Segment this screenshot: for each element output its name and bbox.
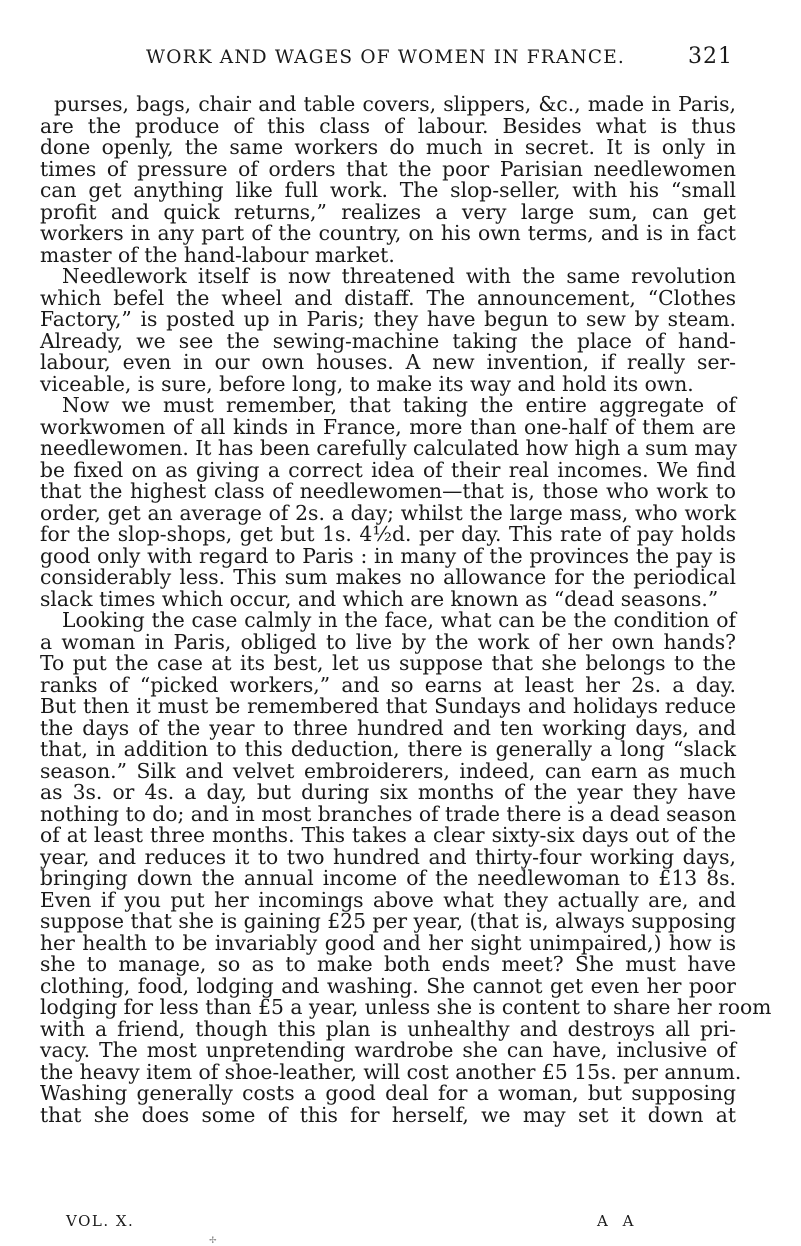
text-line: considerably less. This sum makes no allowance for the periodical bbox=[40, 565, 736, 589]
text-line: suppose that she is gaining £25 per year, (that is, always supposing bbox=[40, 909, 736, 933]
text-line: are the produce of this class of labour. Besides what is thus bbox=[40, 113, 736, 138]
text-line: vacy. The most unpretending wardrobe she can have, inclusive of bbox=[40, 1038, 736, 1062]
text-line: the days of the year to three hundred and ten working days, and bbox=[40, 715, 736, 740]
text-line: Needlework itself is now threatened with the same revolution bbox=[62, 264, 736, 288]
text-line: But then it must be remembered that Sundays and holidays reduce bbox=[40, 694, 736, 718]
text-line: that, in addition to this deduction, there is generally a long “slack bbox=[40, 737, 736, 761]
text-line: Factory,” is posted up in Paris; they have begun to sew by steam. bbox=[40, 307, 736, 331]
text-line: workers in any part of the country, on his own terms, and is in fact bbox=[40, 221, 736, 245]
text-line: that the highest class of needlewomen—that is, those who work to bbox=[40, 479, 736, 503]
text-line: can get anything like full work. The slop-seller, with his “small bbox=[40, 178, 736, 202]
text-line: slack times which occur, and which are known as “dead seasons.” bbox=[40, 586, 719, 611]
signature-mark: A A bbox=[597, 1212, 639, 1230]
text-line: be fixed on as giving a correct idea of their real incomes. We find bbox=[40, 457, 736, 482]
text-line: year, and reduces it to two hundred and thirty-four working days, bbox=[40, 844, 736, 869]
text-line: Already, we see the sewing-machine taking the place of hand- bbox=[40, 328, 736, 353]
text-line: she to manage, so as to make both ends meet? She must have bbox=[40, 952, 736, 976]
text-line: workwomen of all kinds in France, more than one-half of them are bbox=[40, 414, 736, 439]
running-title: WORK AND WAGES OF WOMEN IN FRANCE. bbox=[146, 47, 625, 68]
text-line: her health to be invariably good and her sight unimpaired,) how is bbox=[40, 930, 736, 955]
text-line: bringing down the annual income of the needlewoman to £13 8s. bbox=[40, 866, 736, 890]
text-line: Even if you put her incomings above what they actually are, and bbox=[40, 887, 736, 912]
volume-label: VOL. X. bbox=[66, 1212, 135, 1230]
ink-speck-icon: ✢ bbox=[209, 1236, 217, 1246]
text-line: good only with regard to Paris : in many of the provinces the pay is bbox=[40, 543, 736, 568]
text-line: viceable, is sure, before long, to make its way and hold its own. bbox=[40, 371, 694, 396]
text-line: lodging for less than £5 a year, unless she is content to share her room bbox=[40, 995, 772, 1019]
text-line: Looking the case calmly in the face, what can be the condition of bbox=[62, 608, 736, 632]
text-line: To put the case at its best, let us suppose that she belongs to the bbox=[40, 651, 736, 675]
text-line: master of the hand-labour market. bbox=[40, 242, 395, 267]
text-line: times of pressure of orders that the poor Parisian needlewomen bbox=[40, 156, 736, 181]
text-line: purses, bags, chair and table covers, slippers, &c., made in Paris, bbox=[54, 92, 736, 116]
text-line: ranks of “picked workers,” and so earns at least her 2s. a day. bbox=[40, 672, 736, 697]
text-line: clothing, food, lodging and washing. She cannot get even her poor bbox=[40, 973, 736, 998]
text-line: for the slop-shops, get but 1s. 4½d. per day. This rate of pay holds bbox=[40, 522, 736, 546]
text-line: season.” Silk and velvet embroiderers, indeed, can earn as much bbox=[40, 758, 736, 783]
body-text bbox=[40, 92, 772, 1127]
text-line: which befel the wheel and distaff. The announcement, “Clothes bbox=[40, 285, 736, 310]
text-line: with a friend, though this plan is unhealthy and destroys all pri- bbox=[40, 1016, 736, 1041]
text-line: labour, even in our own houses. A new invention, if really ser- bbox=[40, 350, 736, 374]
text-line: profit and quick returns,” realizes a very large sum, can get bbox=[40, 199, 736, 224]
text-line: as 3s. or 4s. a day, but during six months of the year they have bbox=[40, 780, 736, 804]
text-line: done openly, the same workers do much in secret. It is only in bbox=[40, 135, 736, 159]
text-line: a woman in Paris, obliged to live by the work of her own hands? bbox=[40, 629, 736, 654]
text-line: Now we must remember, that taking the entire aggregate of bbox=[62, 393, 736, 417]
page-number: 321 bbox=[688, 44, 733, 69]
text-line: order, get an average of 2s. a day; whilst the large mass, who work bbox=[40, 500, 736, 525]
text-line: needlewomen. It has been carefully calculated how high a sum may bbox=[40, 436, 738, 460]
text-line: of at least three months. This takes a clear sixty-six days out of the bbox=[40, 823, 736, 847]
text-line: nothing to do; and in most branches of trade there is a dead season bbox=[40, 801, 737, 826]
text-line: Washing generally costs a good deal for a woman, but supposing bbox=[40, 1081, 736, 1105]
text-line: the heavy item of shoe-leather, will cost another £5 15s. per annum. bbox=[40, 1059, 742, 1084]
text-line: that she does some of this for herself, we may set it down at bbox=[40, 1102, 736, 1127]
